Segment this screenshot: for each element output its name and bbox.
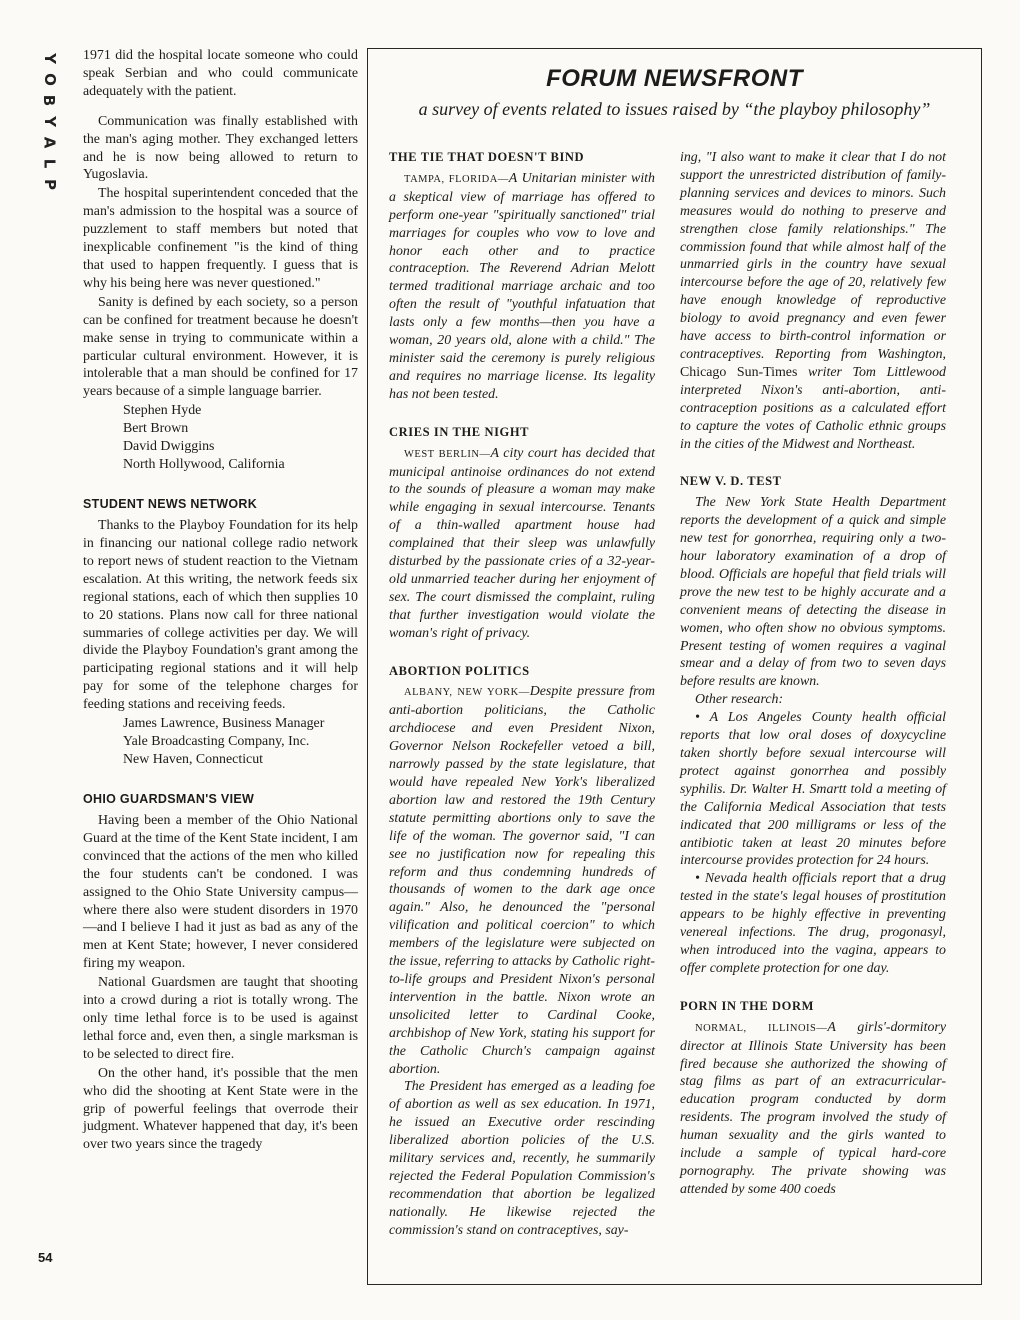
letter-signature (83, 402, 358, 474)
letters-column (83, 47, 358, 1154)
page-number: 54 (38, 1250, 53, 1265)
news-paragraph (389, 170, 655, 404)
news-heading: ABORTION POLITICS (389, 663, 530, 678)
section-heading: OHIO GUARDSMAN'S VIEW (83, 792, 255, 807)
news-heading: CRIES IN THE NIGHT (389, 424, 530, 439)
signature-line: David Dwiggins (123, 439, 215, 455)
letter-paragraph: Thanks to the Playboy Foundation for its help in financing our national college radio network to report news of student reaction to the Vietnam escalation. At this writing, the network feeds six regional stations, each of which then supplies 10 to 20 stations. Plans now call for three national summaries of college activities per day. We will divide the Playboy Foundation's grant among the participating regional stations and it will help pay for some of the telephone charges for feeding stations and receiving feeds. (83, 518, 358, 713)
masthead-letter: Y (40, 116, 59, 127)
signature-line: New Haven, Connecticut (123, 752, 264, 768)
masthead-letter: P (40, 179, 59, 190)
news-paragraph: Other research: (695, 692, 784, 708)
news-text: A city court has decided that municipal antinoise ordinances do not extend to the sounds of pleasure a woman may make while engaging in sexual intercourse. Tenants of a thin-walled apartment house had complained that their sleep was unlawfully disturbed by the passionate cries of a 32-year-old unmarried teacher during her enjoyment of sex. The court dismissed the complaint, ruling that further investigation would violate the woman's right of privacy. (389, 445, 655, 641)
letter-paragraph: 1971 did the hospital locate someone who could speak Serbian and who could communicate adequately with the patient. (83, 48, 358, 99)
section-heading: STUDENT NEWS NETWORK (83, 497, 258, 512)
masthead-letter: A (40, 136, 59, 149)
letter-paragraph: The hospital superintendent conceded that the man's admission to the hospital was a source of puzzlement to staff members but noted that inexplicable confinement "is the kind of thing that used to happen frequently. I guess that is why his being here was never questioned." (83, 186, 358, 291)
news-paragraph: The President has emerged as a leading foe of abortion as well as sex education. In 1971, he issued an Executive order rescinding liberalized abortion policies of the U.S. military services and, recently, he summarily rejected the Federal Population Commission's recommendation that abortion be legalized nationally. He likewise rejected the commission's stand on contraceptives, say- (389, 1079, 655, 1238)
masthead-letter: B (40, 94, 59, 107)
letter-paragraph: Having been a member of the Ohio National Guard at the time of the Kent State incident, I am convinced that the actions of the men who killed the four students can't be condoned. I was assigned to the Ohio State University campus—where there also were student disorders in 1970—and I believe I had it just as bad as any of the men at Kent State; however, I never considered firing my weapon. (83, 813, 358, 972)
letter-signature (83, 715, 358, 769)
news-heading: NEW V. D. TEST (680, 474, 782, 489)
dateline: ALBANY, NEW YORK— (404, 687, 530, 699)
forum-title: FORUM NEWSFRONT (546, 65, 803, 92)
dateline: TAMPA, FLORIDA— (404, 173, 509, 185)
masthead-letter: L (40, 158, 59, 169)
letter-paragraph: Sanity is defined by each society, so a person can be confined for treatment because he doesn't make sense in trying to communicate within a particular cultural environment. However, it is intolerable that a man should be confined for 17 years because of a simple language barrier. (83, 294, 358, 400)
news-text: A girls'-dormitory director at Illinois State University has been fired because she authorized the showing of stag films as part of an extracurricular-education program conducted by dorm residents. The program involved the study of human sexuality and the girls wanted to include a sample of typical hard-core pornography. The private showing was attended by some 400 coeds (680, 1019, 947, 1197)
news-text: ing, "I also want to make it clear that I do not support the unrestricted distribution of family-planning services and devices to minors. Such measures would do nothing to preserve and strengthen close family relationships." The commission found that while almost half of the unmarried girls in the country have sexual intercourse before the age of 20, relatively few have enough knowledge of reproductive biology to avoid pregnancy and even fewer have access to birth-control information or contraceptives. Reporting from Washington, (680, 150, 946, 362)
dateline: NORMAL, ILLINOIS— (695, 1022, 828, 1034)
newspaper-name: Chicago Sun-Times (680, 364, 798, 380)
news-text: A Unitarian minister with a skeptical view of marriage has offered to perform one-year "spiritually sanctioned" trial marriages for couples who vow to love and honor each other and to practice contraception. The Reverend Adrian Melott termed traditional marriage archaic and too often the result of "youthful infatuation that lasts only a few months—then you have a woman, 20 years old, alone with a child." The minister said the ceremony is purely religious and requires no marriage license. Its legality has not been tested. (389, 170, 655, 402)
news-paragraph (680, 1019, 946, 1199)
news-paragraph (680, 149, 946, 453)
news-paragraph (389, 445, 655, 643)
news-paragraph: The New York State Health Department reports the development of a quick and simple new test for gonorrhea, requiring only a two-hour laboratory examination of a drop of blood. Officials are hopeful that field trials will prove the new test to be highly accurate and a convenient means of detecting the disease in women, who often show no obvious symptoms. Present testing of women requires a vaginal smear and a delay of from two to seven days before results are known. (680, 495, 946, 690)
signature-line: North Hollywood, California (123, 457, 285, 473)
masthead-letter: O (40, 73, 59, 86)
masthead-vertical (34, 48, 64, 195)
dateline: WEST BERLIN— (404, 448, 491, 460)
letter-paragraph: On the other hand, it's possible that the men who did the shooting at Kent State were in the grip of powerful feelings that overrode their judgment. Whatever happened that day, it's been over two years since the tragedy (83, 1065, 358, 1153)
signature-line: Yale Broadcasting Company, Inc. (123, 734, 310, 750)
forum-column-left (389, 149, 655, 1240)
letter-paragraph: National Guardsmen are taught that shooting into a crowd during a riot is totally wrong. The only time lethal force is to be used is against lethal force and, even then, a single marksman is to be selected to direct fire. (83, 975, 358, 1062)
forum-subtitle: a survey of events related to issues raised by “the playboy philosophy” (418, 99, 931, 119)
news-text: Despite pressure from anti-abortion politicians, the Catholic archdiocese and even President Nixon, Governor Nelson Rockefeller vetoed a bill, narrowly passed by the state legislature, that would have repealed New York's liberalized abortion law and restored the 19th Century statute permitting abortions only to save the life of the woman. The governor said, "I can see no justification now for repealing this reform and thus condemning hundreds of thousands of women to the dark age once again." Also, he denounced the "personal vilification and political coercion" to which members of the legislature were subjected on the issue, referring to attacks by Catholic right-to-life groups and President Nixon's personal intervention in the battle. Nixon wrote an unsolicited letter to Cardinal Cooke, archbishop of New York, stating his support for the Catholic Church's campaign against abortion. (389, 684, 655, 1077)
forum-column-right (680, 149, 946, 1199)
news-bullet: • Nevada health officials report that a drug tested in the state's legal houses of prostitution appears to be highly effective in preventing venereal infections. The drug, progonasyl, when introduced into the vagina, appears to offer complete protection for one day. (680, 871, 946, 976)
news-heading: PORN IN THE DORM (680, 998, 815, 1013)
letter-paragraph: Communication was finally established with the man's aging mother. They exchanged letters and he is now being allowed to return to Yugoslavia. (83, 113, 358, 183)
signature-line: Stephen Hyde (123, 403, 202, 419)
news-paragraph (389, 683, 655, 1078)
news-heading: THE TIE THAT DOESN'T BIND (389, 150, 585, 164)
masthead-letter: Y (40, 53, 59, 64)
news-bullet: • A Los Angeles County health official reports that low oral doses of doxycycline taken shortly before sexual intercourse will protect against gonorrhea and possibly syphilis. Dr. Walter H. Smartt told a meeting of the California Medical Association that tests indicated that 200 milligrams or less of the antibiotic taken at least 20 minutes before intercourse provides protection for 24 hours. (680, 710, 946, 869)
signature-line: Bert Brown (123, 421, 189, 437)
signature-line: James Lawrence, Business Manager (123, 716, 325, 732)
news-text: writer Tom Littlewood interpreted Nixon's anti-abortion, anti-contraception positions as a calculated effort to capture the votes of Catholic ethnic groups in the cities of the Midwest and Northeast. (680, 364, 946, 452)
forum-newsfront-box (367, 48, 982, 1285)
